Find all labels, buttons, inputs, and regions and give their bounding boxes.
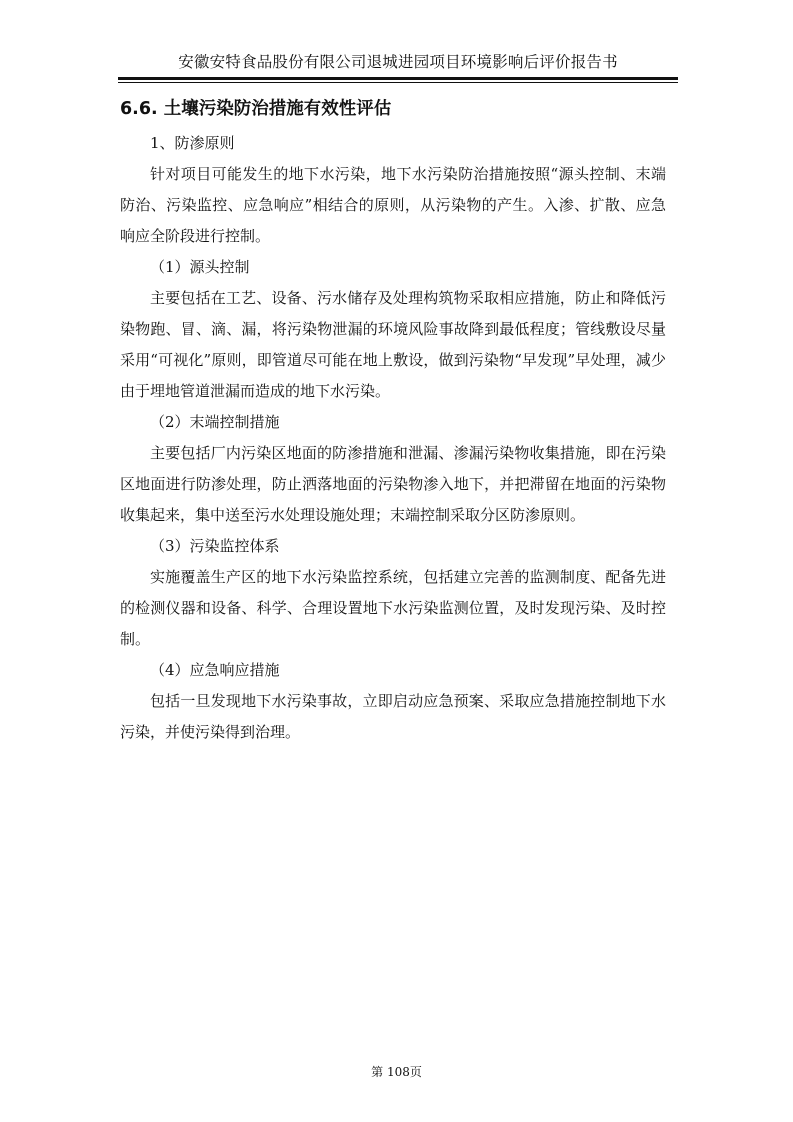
running-header: 安徽安特食品股份有限公司退城进园项目环境影响后评价报告书 [178,53,618,71]
main-content [120,92,666,748]
subheading-source-control: （1）源头控制 [150,258,250,276]
header-rule-thick [118,77,678,80]
paragraph-principle: 针对项目可能发生的地下水污染，地下水污染防治措施按照“源头控制、末端防治、污染监控、应急响应”相结合的原则，从污染物的产生。入渗、扩散、应急响应全阶段进行控制。 [120,165,666,245]
paragraph-monitoring-system: 实施覆盖生产区的地下水污染监控系统，包括建立完善的监测制度、配备先进的检测仪器和设备、科学、合理设置地下水污染监测位置，及时发现污染、及时控制。 [120,568,666,648]
paragraph-emergency-response: 包括一旦发现地下水污染事故，立即启动应急预案、采取应急措施控制地下水污染，并使污染得到治理。 [120,692,666,741]
paragraph-source-control: 主要包括在工艺、设备、污水储存及处理构筑物采取相应措施，防止和降低污染物跑、冒、滴、漏，将污染物泄漏的环境风险事故降到最低程度；管线敷设尽量采用“可视化”原则，即管道尽可能在地上敷设，做到污染物“早发现”早处理，减少由于埋地管道泄漏而造成的地下水污染。 [120,289,666,400]
subheading-end-control: （2）末端控制措施 [150,413,280,431]
heading-anti-seepage-principle: 1、防渗原则 [150,134,235,152]
subheading-monitoring-system: （3）污染监控体系 [150,537,280,555]
subheading-emergency-response: （4）应急响应措施 [150,661,280,679]
page-number: 第 108页 [371,1065,422,1079]
section-title: 6.6. 土壤污染防治措施有效性评估 [120,99,392,119]
header-rule-thin [118,82,678,83]
paragraph-end-control: 主要包括厂内污染区地面的防渗措施和泄漏、渗漏污染物收集措施，即在污染区地面进行防渗处理，防止洒落地面的污染物渗入地下，并把滞留在地面的污染物收集起来，集中送至污水处理设施处理；末端控制采取分区防渗原则。 [120,444,666,524]
